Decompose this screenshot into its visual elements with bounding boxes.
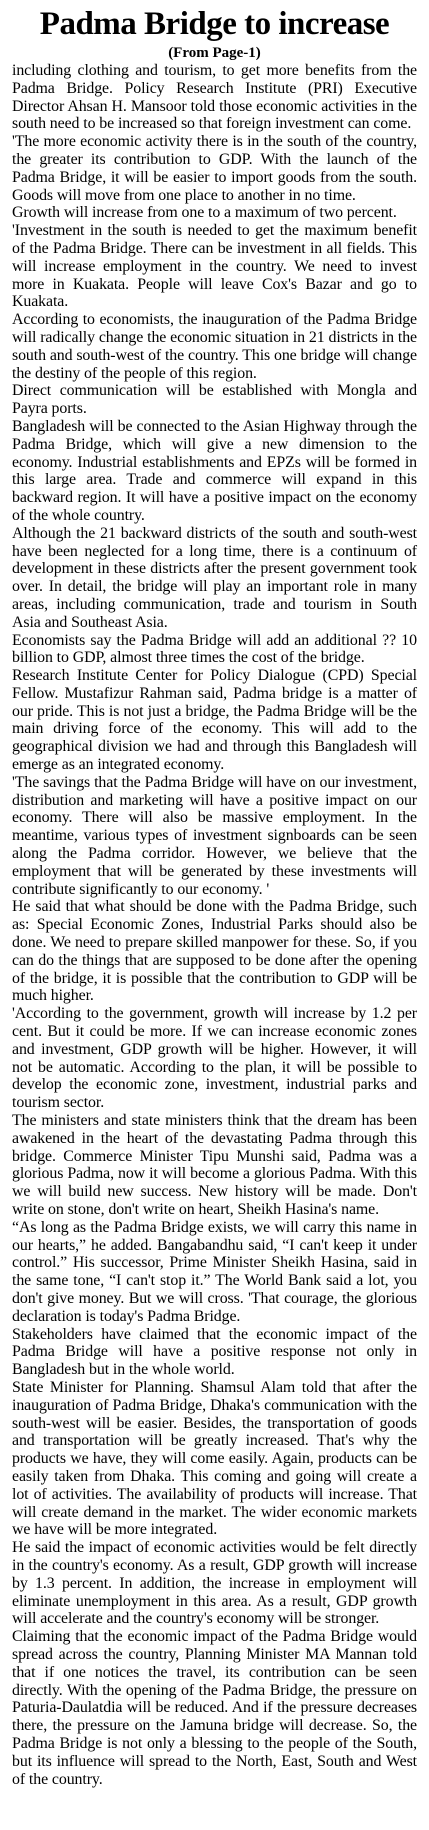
article-paragraph: He said the impact of economic activities would be felt directly in the country's economy. As a result, GDP growth will increase by 1.3 percent. In addition, the increase in employment will eliminate unemployment in this area. As a result, GDP growth will accelerate and the country's economy will be stronger. <box>12 1539 417 1628</box>
article-paragraph: Although the 21 backward districts of the south and south-west have been neglected for a long time, there is a continuum of development in these districts after the present government took over. In detail, the bridge will play an important role in many areas, including communication, trade and tourism in South Asia and Southeast Asia. <box>12 524 417 631</box>
article-paragraph: 'The savings that the Padma Bridge will have on our investment, distribution and marketing will have a positive impact on our economy. There will also be massive employment. In the meantime, various types of investment signboards can be seen along the Padma corridor. However, we believe that the employment that will be generated by these investments will contribute significantly to our economy. ' <box>12 773 417 898</box>
article-paragraph: including clothing and tourism, to get more benefits from the Padma Bridge. Policy Research Institute (PRI) Executive Director Ahsan H. Mansoor told those economic activities in the south need to be increased so that foreign investment can come. <box>12 62 417 133</box>
article-paragraph: The ministers and state ministers think that the dream has been awakened in the heart of the devastating Padma through this bridge. Commerce Minister Tipu Munshi said, Padma was a glorious Padma, now it will become a glorious Padma. With this we will build new success. New history will be made. Don't write on stone, don't write on heart, Sheikh Hasina's name. <box>12 1112 417 1218</box>
article-paragraph: Direct communication will be established with Mongla and Payra ports. <box>12 382 417 418</box>
article-paragraph: Research Institute Center for Policy Dialogue (CPD) Special Fellow. Mustafizur Rahman said, Padma bridge is a matter of our pride. This is not just a bridge, the Padma Bridge will be the main driving force of the economy. This will add to the geographical division we had and through this Bangladesh will emerge as an integrated economy. <box>12 667 417 774</box>
article-paragraph: 'Investment in the south is needed to get the maximum benefit of the Padma Bridge. There can be investment in all fields. This will increase employment in the country. We need to invest more in Kuakata. People will leave Cox's Bazar and go to Kuakata. <box>12 222 417 311</box>
continuation-note: (From Page-1) <box>168 45 261 61</box>
article-paragraph: Economists say the Padma Bridge will add an additional ?? 10 billion to GDP, almost three times the cost of the bridge. <box>12 631 417 667</box>
article-paragraph: “As long as the Padma Bridge exists, we will carry this name in our hearts,” he added. Bangabandhu said, “I can't keep it under control.” His successor, Prime Minister Sheikh Hasina, said in the same tone, “I can't stop it.” The World Bank said a lot, you don't give money. But we will cross. 'That courage, the glorious declaration is today's Padma Bridge. <box>12 1218 417 1325</box>
article-paragraph: State Minister for Planning. Shamsul Alam told that after the inauguration of Padma Bridge, Dhaka's communication with the south-west will be easier. Besides, the transportation of goods and transportation will be greatly increased. That's why the products we have, they will come easily. Again, products can be easily taken from Dhaka. This coming and going will create a lot of activities. The availability of products will increase. That will create demand in the market. The wider economic markets we have will be more integrated. <box>12 1378 417 1539</box>
article-paragraph: 'The more economic activity there is in the south of the country, the greater its contribution to GDP. With the launch of the Padma Bridge, it will be easier to import goods from the south. Goods will move from one place to another in no time. <box>12 133 417 204</box>
article-paragraph: Stakeholders have claimed that the economic impact of the Padma Bridge will have a positive response not only in Bangladesh but in the whole world. <box>12 1325 417 1379</box>
article-body <box>12 62 417 1788</box>
article-paragraph: Claiming that the economic impact of the Padma Bridge would spread across the country, Planning Minister MA Mannan told that if one notices the travel, its contribution can be seen directly. With the opening of the Padma Bridge, the pressure on Paturia-Daulatdia will be reduced. And if the pressure decreases there, the pressure on the Jamuna bridge will decrease. So, the Padma Bridge is not only a blessing to the people of the South, but its influence will spread to the North, East, South and West of the country. <box>12 1628 417 1788</box>
article-paragraph: According to economists, the inauguration of the Padma Bridge will radically change the economic situation in 21 districts in the south and south-west of the country. This one bridge will change the destiny of the people of this region. <box>12 311 417 382</box>
headline: Padma Bridge to increase <box>39 6 390 42</box>
article-paragraph: 'According to the government, growth will increase by 1.2 per cent. But it could be more. If we can increase economic zones and investment, GDP growth will be higher. However, it will not be automatic. According to the plan, it will be possible to develop the economic zone, investment, industrial parks and tourism sector. <box>12 1005 417 1112</box>
article-paragraph: Bangladesh will be connected to the Asian Highway through the Padma Bridge, which will give a new dimension to the economy. Industrial establishments and EPZs will be formed in this large area. Trade and commerce will expand in this backward region. It will have a positive impact on the economy of the whole country. <box>12 417 417 524</box>
article-paragraph: Growth will increase from one to a maximum of two percent. <box>12 204 397 222</box>
article-paragraph: He said that what should be done with the Padma Bridge, such as: Special Economic Zones, Industrial Parks should also be done. We need to prepare skilled manpower for these. So, if you can do the things that are supposed to be done after the opening of the bridge, it is possible that the contribution to GDP will be much higher. <box>12 898 417 1005</box>
